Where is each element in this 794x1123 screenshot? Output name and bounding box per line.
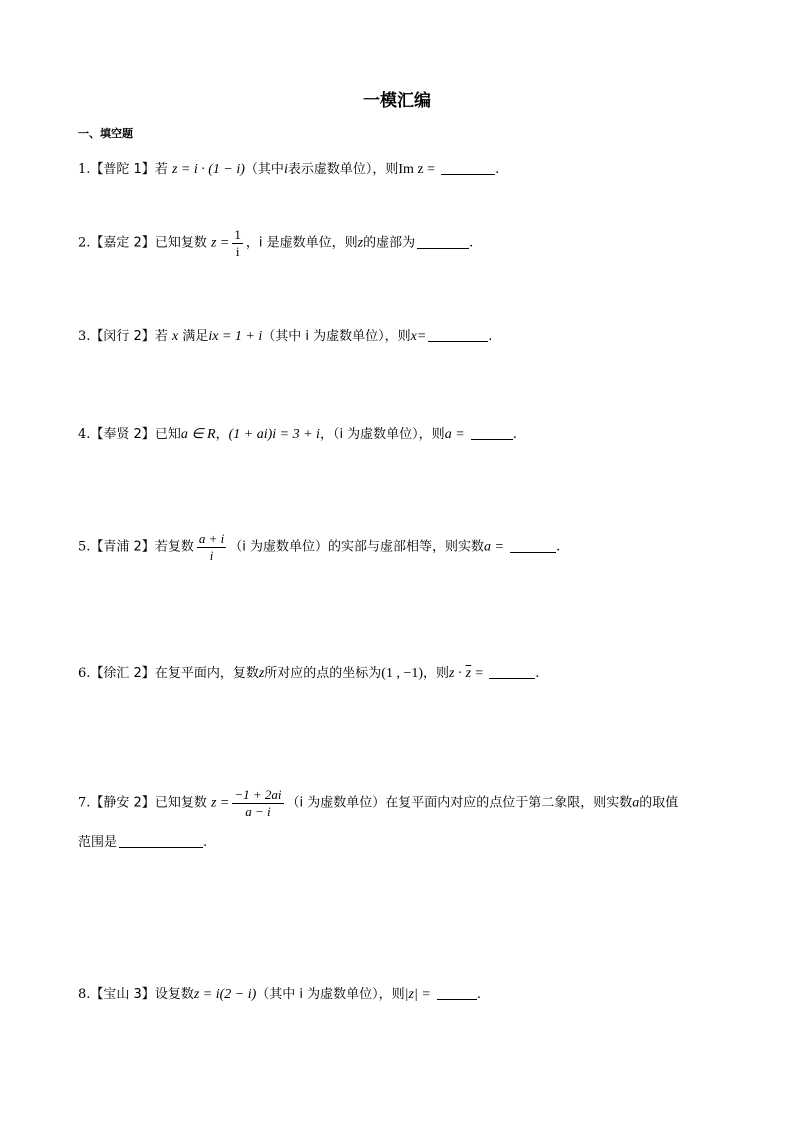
question-5 bbox=[78, 532, 560, 562]
coordinate: (1 , −1) bbox=[381, 666, 424, 681]
question-text: （其中 bbox=[244, 162, 284, 177]
math-expression: z · bbox=[449, 666, 462, 681]
period: . bbox=[469, 235, 474, 251]
fraction-numerator: 1 bbox=[234, 227, 241, 242]
answer-blank[interactable] bbox=[428, 327, 488, 342]
fraction-denominator: i bbox=[209, 547, 214, 563]
math-expression: a ∈ R bbox=[180, 427, 216, 442]
question-text: 所对应的点的坐标为 bbox=[264, 666, 382, 681]
question-7 bbox=[78, 788, 678, 818]
question-source-tag: 【嘉定 2】 bbox=[90, 235, 155, 251]
question-1 bbox=[78, 160, 499, 180]
question-text: 设复数 bbox=[154, 987, 194, 1002]
question-number: 3. bbox=[78, 329, 91, 344]
math-expression: z = i(2 − i) bbox=[193, 987, 257, 1002]
question-8 bbox=[78, 985, 481, 1005]
question-text: 若 bbox=[154, 329, 168, 344]
math-expression: = bbox=[475, 666, 484, 681]
answer-blank[interactable] bbox=[417, 234, 469, 249]
math-expression: z = i · (1 − i) bbox=[171, 162, 245, 177]
question-number: 7. bbox=[78, 795, 91, 811]
question-source-tag: 【宝山 3】 bbox=[90, 987, 155, 1002]
math-expression: a = bbox=[483, 539, 504, 555]
math-expression: ix = 1 + i bbox=[208, 329, 263, 344]
math-symbol: z bbox=[258, 666, 265, 681]
period: . bbox=[495, 162, 500, 177]
question-source-tag: 【徐汇 2】 bbox=[90, 666, 155, 681]
question-number: 4. bbox=[78, 427, 91, 442]
question-2 bbox=[78, 228, 473, 258]
math-symbol: z bbox=[357, 235, 364, 251]
answer-blank[interactable] bbox=[471, 425, 513, 440]
question-text: 在复平面内，复数 bbox=[154, 666, 259, 681]
question-number: 2. bbox=[78, 235, 91, 251]
question-text: 的虚部为 bbox=[363, 235, 416, 251]
question-number: 1. bbox=[78, 162, 91, 177]
question-number: 5. bbox=[78, 539, 91, 555]
fraction bbox=[197, 532, 226, 562]
question-text: ，（i 为虚数单位），则 bbox=[319, 427, 445, 442]
question-source-tag: 【青浦 2】 bbox=[90, 539, 155, 555]
answer-blank[interactable] bbox=[441, 160, 495, 175]
math-symbol: a bbox=[632, 795, 640, 811]
math-expression: x= bbox=[410, 329, 427, 344]
section-heading: 一、填空题 bbox=[78, 127, 133, 140]
question-text: （i 为虚数单位）在复平面内对应的点位于第二象限，则实数 bbox=[286, 795, 633, 811]
question-source-tag: 【闵行 2】 bbox=[90, 329, 155, 344]
question-3 bbox=[78, 327, 492, 347]
question-text: 范围是 bbox=[78, 835, 118, 850]
question-text: ，则 bbox=[423, 666, 450, 681]
period: . bbox=[512, 427, 517, 442]
question-text: （i 为虚数单位）的实部与虚部相等，则实数 bbox=[229, 539, 484, 555]
question-text: 的取值 bbox=[639, 795, 679, 811]
fraction-numerator: −1 + 2ai bbox=[234, 787, 282, 802]
math-expression: (1 + ai)i = 3 + i bbox=[228, 427, 320, 442]
math-expression: |z| = bbox=[404, 987, 431, 1002]
fraction bbox=[232, 788, 283, 818]
question-4 bbox=[78, 425, 517, 445]
fraction bbox=[232, 228, 243, 258]
answer-blank[interactable] bbox=[119, 833, 203, 848]
conjugate-symbol: $\overline{z}$ bbox=[465, 666, 472, 681]
period: . bbox=[476, 987, 482, 1002]
question-text: 满足 bbox=[182, 329, 209, 344]
math-symbol: x bbox=[171, 329, 179, 344]
question-source-tag: 【奉贤 2】 bbox=[90, 427, 155, 442]
math-symbol: i bbox=[283, 162, 288, 177]
fraction-denominator: i bbox=[235, 243, 240, 259]
question-text: （其中 i 为虚数单位），则 bbox=[262, 329, 411, 344]
question-number: 8. bbox=[78, 987, 91, 1002]
math-expression: z = bbox=[210, 235, 230, 251]
document-title: 一模汇编 bbox=[363, 91, 431, 111]
period: . bbox=[488, 329, 493, 344]
question-number: 6. bbox=[78, 666, 91, 681]
fraction-numerator: a + i bbox=[198, 531, 225, 546]
answer-blank[interactable] bbox=[437, 985, 477, 1000]
question-text: 已知复数 bbox=[154, 795, 207, 811]
fraction-denominator: a − i bbox=[245, 803, 271, 819]
period: . bbox=[535, 666, 540, 681]
question-source-tag: 【普陀 1】 bbox=[90, 162, 155, 177]
question-6 bbox=[78, 664, 539, 684]
question-source-tag: 【静安 2】 bbox=[90, 795, 155, 811]
question-text: （其中 i 为虚数单位），则 bbox=[256, 987, 405, 1002]
question-text: 表示虚数单位），则 bbox=[287, 162, 399, 177]
answer-blank[interactable] bbox=[510, 538, 556, 553]
math-expression: Im z = bbox=[398, 162, 436, 177]
period: . bbox=[203, 835, 208, 850]
answer-blank[interactable] bbox=[489, 664, 535, 679]
math-expression: z = bbox=[210, 795, 230, 811]
question-text: 已知复数 bbox=[154, 235, 207, 251]
question-text: 若复数 bbox=[154, 539, 194, 555]
question-text: ， bbox=[215, 427, 229, 442]
question-text: 已知 bbox=[154, 427, 181, 442]
question-7-line-2 bbox=[78, 833, 207, 853]
question-text: ，i 是虚数单位，则 bbox=[245, 235, 358, 251]
period: . bbox=[556, 539, 561, 555]
math-expression: a = bbox=[444, 427, 465, 442]
question-text: 若 bbox=[154, 162, 168, 177]
